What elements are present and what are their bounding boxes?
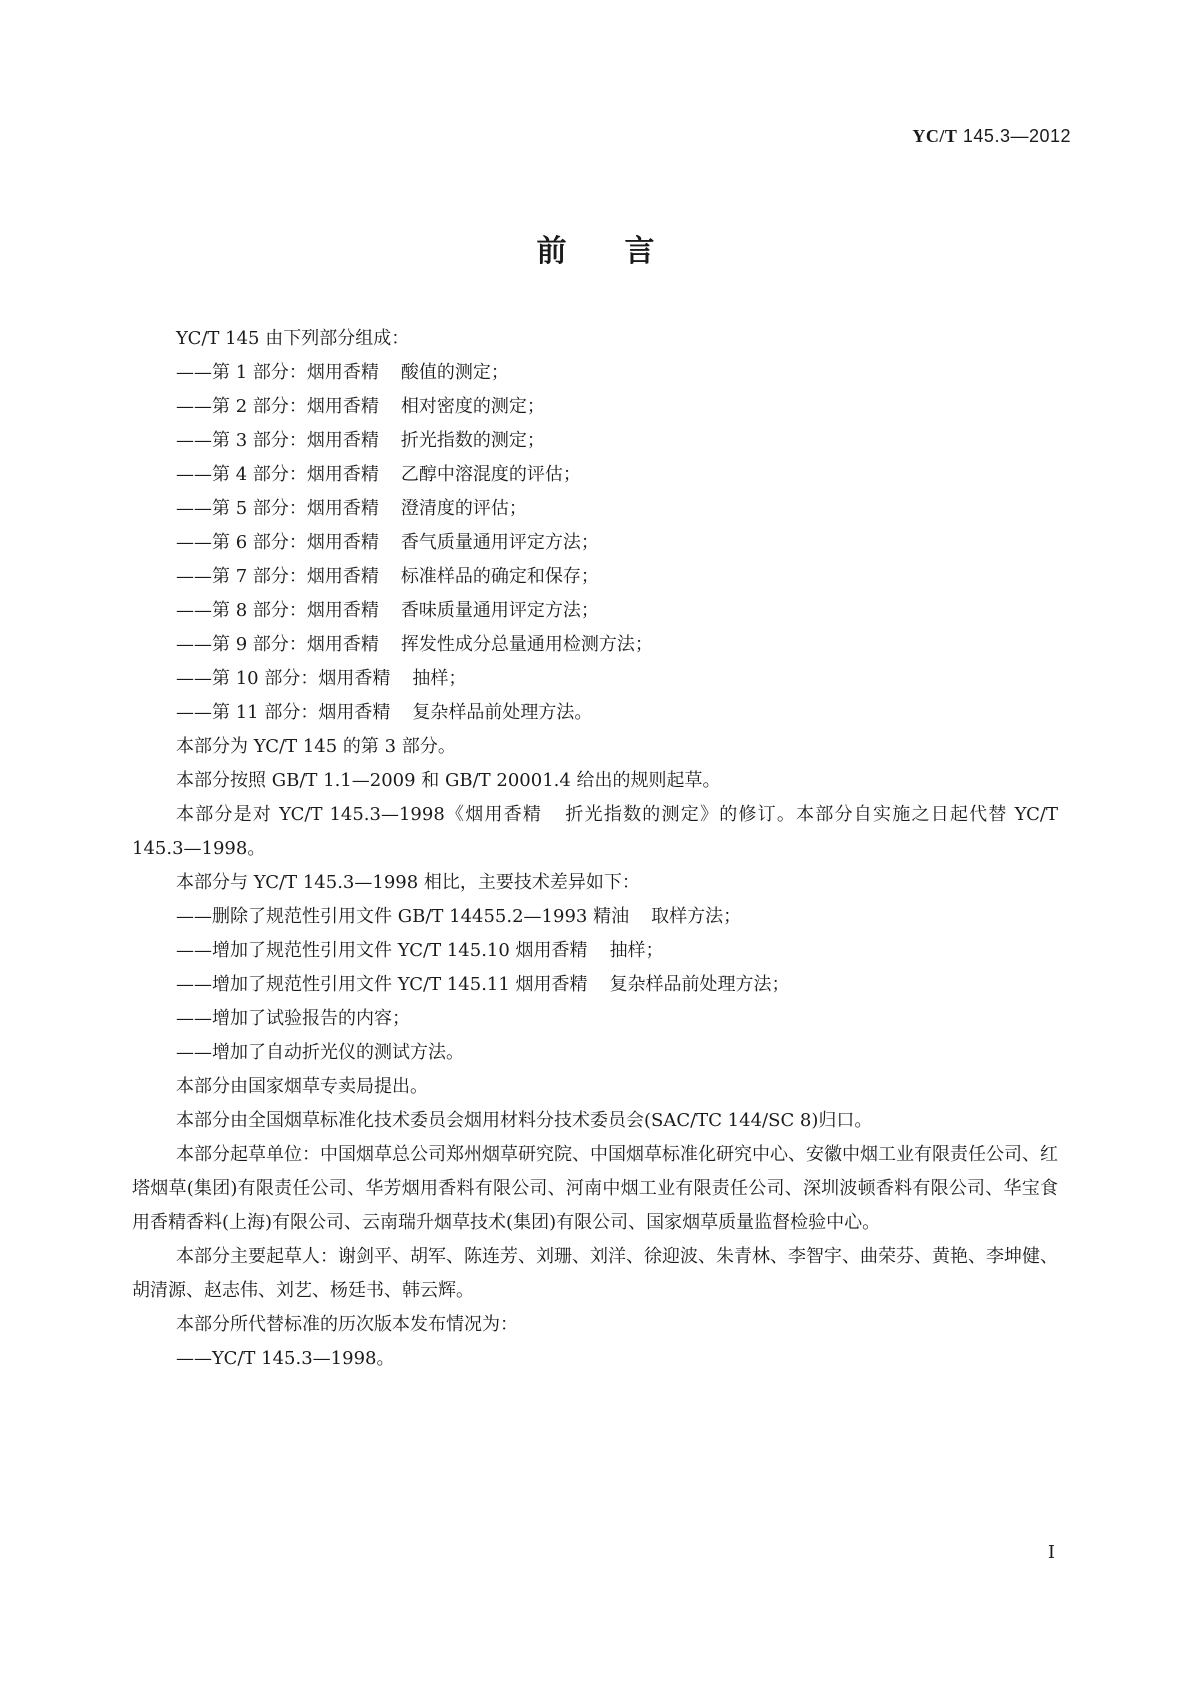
part-item-4: ——第 4 部分：烟用香精 乙醇中溶混度的评估；: [176, 464, 581, 485]
drafting-units: 本部分起草单位：中国烟草总公司郑州烟草研究院、中国烟草标准化研究中心、安徽中烟工业有限责任公司、红塔烟草(集团)有限责任公司、华芳烟用香料有限公司、河南中烟工业有限责任公司、深圳波顿香料有限公司、华宝食用香精香料(上海)有限公司、云南瑞升烟草技术(集团)有限公司、国家烟草质量监督检验中心。: [132, 1144, 1058, 1233]
standard-code-number: 145.3—2012: [962, 126, 1071, 146]
statement-part: 本部分为 YC/T 145 的第 3 部分。: [176, 736, 456, 757]
part-item-8: ——第 8 部分：烟用香精 香味质量通用评定方法；: [176, 600, 599, 621]
part-item-5: ——第 5 部分：烟用香精 澄清度的评估；: [176, 498, 527, 519]
parts-intro: YC/T 145 由下列部分组成：: [176, 328, 410, 349]
history-intro: 本部分所代替标准的历次版本发布情况为：: [176, 1314, 518, 1335]
managed-by: 本部分由全国烟草标准化技术委员会烟用材料分技术委员会(SAC/TC 144/SC 8)归口。: [176, 1110, 873, 1131]
revision-statement: 本部分是对 YC/T 145.3—1998《烟用香精 折光指数的测定》的修订。本部分自实施之日起代替 YC/T 145.3—1998。: [132, 804, 1058, 859]
proposed-by: 本部分由国家烟草专卖局提出。: [176, 1076, 428, 1097]
part-item-3: ——第 3 部分：烟用香精 折光指数的测定；: [176, 430, 545, 451]
page-number: I: [1047, 1542, 1055, 1563]
statement-rules: 本部分按照 GB/T 1.1—2009 和 GB/T 20001.4 给出的规则起草。: [176, 770, 721, 791]
part-item-11: ——第 11 部分：烟用香精 复杂样品前处理方法。: [176, 702, 593, 723]
part-item-9: ——第 9 部分：烟用香精 挥发性成分总量通用检测方法；: [176, 634, 653, 655]
drafters: 本部分主要起草人：谢剑平、胡军、陈连芳、刘珊、刘洋、徐迎波、朱青林、李智宇、曲荣芬、黄艳、李坤健、胡清源、赵志伟、刘艺、杨廷书、韩云辉。: [132, 1246, 1058, 1301]
part-item-2: ——第 2 部分：烟用香精 相对密度的测定；: [176, 396, 545, 417]
changes-intro: 本部分与 YC/T 145.3—1998 相比，主要技术差异如下：: [176, 872, 640, 893]
history-item: ——YC/T 145.3—1998。: [176, 1348, 395, 1369]
change-item-5: ——增加了自动折光仪的测试方法。: [176, 1042, 464, 1063]
change-item-3: ——增加了规范性引用文件 YC/T 145.11 烟用香精 复杂样品前处理方法；: [176, 974, 790, 995]
standard-code-prefix: YC/T: [912, 126, 958, 146]
standard-code: [912, 126, 1071, 147]
change-item-2: ——增加了规范性引用文件 YC/T 145.10 烟用香精 抽样；: [176, 940, 664, 961]
change-item-4: ——增加了试验报告的内容；: [176, 1008, 410, 1029]
foreword-body: [132, 322, 1058, 1376]
part-item-7: ——第 7 部分：烟用香精 标准样品的确定和保存；: [176, 566, 599, 587]
part-item-10: ——第 10 部分：烟用香精 抽样；: [176, 668, 467, 689]
part-item-6: ——第 6 部分：烟用香精 香气质量通用评定方法；: [176, 532, 599, 553]
part-item-1: ——第 1 部分：烟用香精 酸值的测定；: [176, 362, 509, 383]
page-title: 前言: [536, 234, 713, 269]
change-item-1: ——删除了规范性引用文件 GB/T 14455.2—1993 精油 取样方法；: [176, 906, 742, 927]
